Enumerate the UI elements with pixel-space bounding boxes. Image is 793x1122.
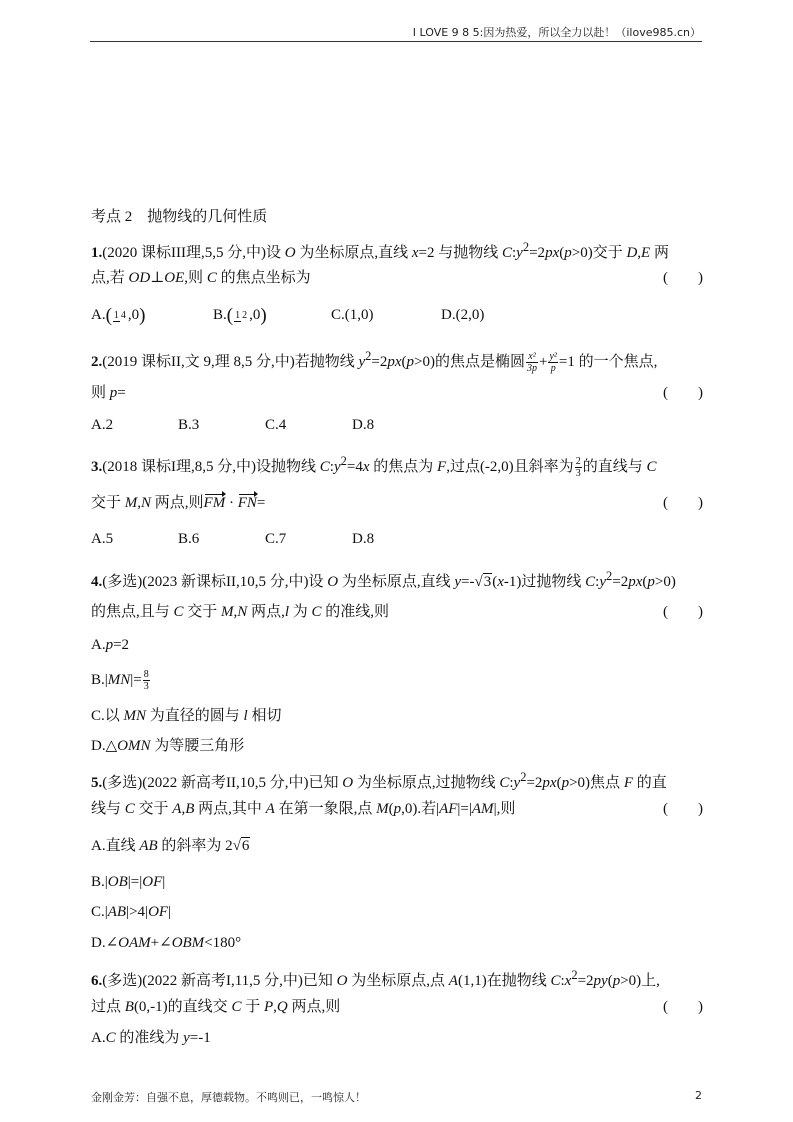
var: OBM bbox=[171, 935, 205, 951]
q3-option-a: A.5 bbox=[91, 531, 114, 547]
text: =2 bbox=[577, 973, 594, 989]
text: 为坐标原点,直线 bbox=[295, 245, 412, 261]
label: C.以 bbox=[91, 708, 124, 724]
var: D bbox=[626, 245, 638, 261]
text: 的直线与 bbox=[582, 459, 647, 475]
label: C.| bbox=[91, 904, 108, 920]
text: (多选)(2022 新高考II,10,5 分,中)已知 bbox=[102, 775, 343, 791]
denominator: 3p bbox=[527, 363, 538, 375]
q5-number: 5. bbox=[91, 775, 103, 791]
var: M bbox=[124, 495, 138, 511]
text: ,0 bbox=[127, 307, 140, 323]
text: : bbox=[560, 973, 565, 989]
var: C bbox=[550, 973, 561, 989]
var: C bbox=[173, 604, 184, 620]
text: , bbox=[233, 604, 238, 620]
fraction bbox=[234, 310, 248, 322]
q4-option-a bbox=[91, 635, 703, 655]
q6-line2 bbox=[91, 997, 703, 1017]
text: =- bbox=[461, 574, 475, 590]
q2-answer-paren: ( ) bbox=[663, 385, 703, 401]
var: C bbox=[105, 1030, 116, 1046]
text: ( bbox=[642, 574, 648, 590]
text: <180° bbox=[204, 935, 242, 951]
text: 两点,其中 bbox=[194, 801, 266, 817]
text: 的焦点,且与 bbox=[91, 604, 174, 620]
sup: 2 bbox=[520, 770, 527, 784]
sqrt-value: 6 bbox=[241, 838, 250, 854]
numerator: y² bbox=[549, 351, 557, 363]
text: , bbox=[273, 999, 277, 1015]
var: F bbox=[437, 459, 447, 475]
paren-close: ) bbox=[139, 304, 146, 326]
text: 的焦点坐标为 bbox=[216, 270, 311, 286]
dot: · bbox=[225, 495, 238, 511]
q2-line1 bbox=[91, 346, 703, 374]
q3-number: 3. bbox=[91, 459, 103, 475]
var: px bbox=[628, 574, 643, 590]
var: px bbox=[542, 775, 557, 791]
text: =2 bbox=[529, 245, 546, 261]
label: D.∠ bbox=[91, 935, 119, 951]
text: | bbox=[162, 874, 166, 890]
q1-answer-paren: ( ) bbox=[663, 270, 703, 286]
q3-option-c: C.7 bbox=[265, 531, 287, 547]
text: ⊥ bbox=[150, 270, 165, 286]
text: : bbox=[509, 775, 514, 791]
var: p bbox=[612, 973, 621, 989]
var: C bbox=[319, 459, 330, 475]
text: 的直 bbox=[632, 775, 667, 791]
vector-fn: FN bbox=[237, 495, 257, 511]
numerator: 2 bbox=[575, 456, 581, 468]
var: C bbox=[206, 270, 217, 286]
fraction bbox=[575, 456, 582, 479]
text: 交于 bbox=[183, 604, 222, 620]
text: 的斜率为 2 bbox=[157, 838, 233, 854]
var: p bbox=[105, 637, 114, 653]
text: 在第一象限,点 bbox=[274, 801, 377, 817]
var: O bbox=[327, 574, 339, 590]
q4-option-d bbox=[91, 736, 703, 756]
text: 交于 bbox=[134, 801, 173, 817]
sup: 2 bbox=[522, 240, 530, 254]
var: N bbox=[237, 604, 248, 620]
q3-line2 bbox=[91, 493, 703, 513]
page-number: 2 bbox=[695, 1089, 702, 1102]
label: D.△ bbox=[91, 738, 118, 754]
q4-answer-paren: ( ) bbox=[663, 604, 703, 620]
vector-fm: FM bbox=[203, 495, 226, 511]
sup: 2 bbox=[571, 968, 578, 982]
label: B.| bbox=[91, 671, 108, 688]
text: , bbox=[637, 245, 642, 261]
var: p bbox=[647, 574, 655, 590]
var: p bbox=[561, 775, 570, 791]
var: O bbox=[336, 973, 348, 989]
text: |,则 bbox=[493, 801, 516, 817]
var: C bbox=[501, 245, 512, 261]
text: 相切 bbox=[247, 708, 282, 724]
text: |= bbox=[130, 671, 142, 688]
var: MN bbox=[123, 708, 147, 724]
sup: 2 bbox=[606, 569, 613, 583]
text: =2 与抛物线 bbox=[418, 245, 502, 261]
text: ,则 bbox=[184, 270, 207, 286]
q6-option-a bbox=[91, 1028, 703, 1048]
q2-line2 bbox=[91, 383, 703, 403]
var: OE bbox=[164, 270, 185, 286]
var: x bbox=[564, 973, 572, 989]
q1-option-c: C.(1,0) bbox=[331, 307, 374, 323]
var: A bbox=[448, 973, 458, 989]
sqrt-sign: √ bbox=[474, 574, 483, 590]
var: y bbox=[513, 775, 521, 791]
var: C bbox=[646, 459, 657, 475]
numerator: 8 bbox=[143, 669, 149, 680]
fraction bbox=[526, 351, 538, 374]
q1-option-a bbox=[91, 305, 146, 326]
var: AM bbox=[471, 801, 494, 817]
sup: 2 bbox=[365, 349, 372, 363]
paren-close: ) bbox=[260, 304, 267, 326]
q2-option-a: A.2 bbox=[91, 417, 114, 433]
q5-option-d bbox=[91, 933, 703, 953]
var: l bbox=[243, 708, 248, 724]
text: ,0 bbox=[249, 307, 261, 323]
var: y bbox=[333, 459, 341, 475]
var: p bbox=[564, 245, 572, 261]
numerator: 1 bbox=[113, 309, 119, 321]
var: A bbox=[265, 801, 275, 817]
text: ,0).若| bbox=[401, 801, 440, 817]
label: A. bbox=[91, 307, 106, 323]
footer-motto: 金刚金芳：自强不息，厚德载物。不鸣则已，一鸣惊人！ bbox=[91, 1091, 366, 1104]
var: px bbox=[545, 245, 560, 261]
text: =1 的一个焦点, bbox=[558, 354, 658, 370]
q6-answer-paren: ( ) bbox=[663, 999, 703, 1015]
var: y bbox=[516, 245, 523, 261]
var: x bbox=[362, 459, 370, 475]
q5-line2 bbox=[91, 799, 703, 819]
text: 两点,则 bbox=[287, 999, 341, 1015]
q1-line1 bbox=[91, 237, 703, 263]
q3-line1 bbox=[91, 451, 703, 479]
q2-number: 2. bbox=[91, 354, 103, 370]
var: OMN bbox=[117, 738, 151, 754]
text: 为 bbox=[289, 604, 312, 620]
var: B bbox=[185, 801, 195, 817]
text: 为坐标原点,点 bbox=[347, 973, 449, 989]
q3-option-b: B.6 bbox=[178, 531, 200, 547]
var: OAM bbox=[118, 935, 151, 951]
label: B.| bbox=[91, 874, 108, 890]
var: OF bbox=[148, 904, 169, 920]
text: 为坐标原点,过抛物线 bbox=[353, 775, 500, 791]
q2-option-d: D.8 bbox=[352, 417, 375, 433]
q5-option-a bbox=[91, 836, 703, 856]
text: ( bbox=[556, 775, 562, 791]
paren-open: ( bbox=[105, 304, 112, 326]
text: 交于 bbox=[91, 495, 125, 511]
numerator: x² bbox=[526, 351, 538, 363]
var: y bbox=[599, 574, 606, 590]
text: 则 bbox=[91, 385, 110, 401]
q2-option-b: B.3 bbox=[178, 417, 200, 433]
text: +∠ bbox=[150, 935, 172, 951]
text: (多选)(2022 新高考I,11,5 分,中)已知 bbox=[102, 973, 337, 989]
plus: + bbox=[539, 354, 548, 370]
text: = bbox=[117, 385, 126, 401]
text: 的准线,则 bbox=[321, 604, 390, 620]
var: x bbox=[497, 574, 504, 590]
q5-answer-paren: ( ) bbox=[663, 801, 703, 817]
text: =2 bbox=[113, 637, 130, 653]
label: B. bbox=[213, 307, 227, 323]
fraction bbox=[113, 310, 127, 322]
var: M bbox=[376, 801, 389, 817]
q4-option-b bbox=[91, 669, 703, 692]
text: 两点, bbox=[247, 604, 285, 620]
denominator: 2 bbox=[242, 309, 248, 321]
text: (0,-1)的直线交 bbox=[133, 999, 232, 1015]
text: ( bbox=[492, 574, 498, 590]
var: y bbox=[183, 1030, 190, 1046]
q5-option-b bbox=[91, 872, 703, 892]
var: y bbox=[454, 574, 462, 590]
var: MN bbox=[107, 671, 131, 688]
var: y bbox=[358, 354, 366, 370]
var: C bbox=[499, 775, 510, 791]
text: (1,1)在抛物线 bbox=[457, 973, 551, 989]
text: | bbox=[168, 904, 172, 920]
text: >0)焦点 bbox=[569, 775, 624, 791]
q1-option-d: D.(2,0) bbox=[441, 307, 485, 323]
q4-option-c bbox=[91, 706, 703, 726]
var: O bbox=[284, 245, 296, 261]
denominator: 3 bbox=[575, 468, 581, 480]
var: p bbox=[393, 801, 402, 817]
q3-option-d: D.8 bbox=[352, 531, 375, 547]
q1-number: 1. bbox=[91, 245, 103, 261]
q1-line2 bbox=[91, 268, 703, 288]
text: 的准线为 bbox=[115, 1030, 184, 1046]
var: AB bbox=[139, 838, 158, 854]
text: : bbox=[595, 574, 600, 590]
text: =-1 bbox=[189, 1030, 211, 1046]
text: (2020 课标III理,5,5 分,中)设 bbox=[102, 245, 285, 261]
denominator: p bbox=[550, 363, 556, 375]
page-header: I LOVE 9 8 5:因为热爱，所以全力以赴！（ilove985.cn） bbox=[412, 26, 701, 39]
var: F bbox=[623, 775, 633, 791]
text: |=| bbox=[457, 801, 472, 817]
q4-line1 bbox=[91, 566, 703, 592]
header-rule bbox=[90, 41, 702, 42]
var: C bbox=[124, 801, 135, 817]
var: E bbox=[641, 245, 651, 261]
q4-line2 bbox=[91, 602, 703, 622]
var: AB bbox=[107, 904, 127, 920]
text: ( bbox=[607, 973, 613, 989]
text: =4 bbox=[346, 459, 363, 475]
var: N bbox=[141, 495, 152, 511]
text: (2019 课标II,文 9,理 8,5 分,中)若抛物线 bbox=[102, 354, 359, 370]
q1-option-b bbox=[213, 305, 267, 326]
sqrt-value: 3 bbox=[483, 574, 492, 590]
var: O bbox=[342, 775, 354, 791]
text: 线与 bbox=[91, 801, 125, 817]
q5-line1 bbox=[91, 767, 703, 793]
fraction bbox=[143, 669, 150, 692]
text: =2 bbox=[526, 775, 543, 791]
var: OB bbox=[107, 874, 128, 890]
var: AF bbox=[439, 801, 458, 817]
var: x bbox=[411, 245, 419, 261]
var: P bbox=[263, 999, 274, 1015]
text: 的焦点为 bbox=[369, 459, 438, 475]
var: py bbox=[593, 973, 608, 989]
sup: 2 bbox=[340, 454, 347, 468]
section-title: 考点 2 抛物线的几何性质 bbox=[91, 209, 268, 225]
q4-number: 4. bbox=[91, 574, 103, 590]
var: C bbox=[231, 999, 242, 1015]
paren-open: ( bbox=[226, 304, 234, 326]
denominator: 3 bbox=[143, 681, 149, 692]
text: >0)上, bbox=[620, 973, 660, 989]
text: , bbox=[181, 801, 186, 817]
var: B bbox=[124, 999, 134, 1015]
text: =2 bbox=[371, 354, 388, 370]
text: : bbox=[329, 459, 334, 475]
q2-option-c: C.4 bbox=[265, 417, 287, 433]
q6-number: 6. bbox=[91, 973, 103, 989]
fraction bbox=[548, 351, 557, 374]
var: M bbox=[221, 604, 234, 620]
text: (2018 课标I理,8,5 分,中)设抛物线 bbox=[102, 459, 320, 475]
q5-option-c bbox=[91, 902, 703, 922]
text: 为等腰三角形 bbox=[150, 738, 245, 754]
text: 为直径的圆与 bbox=[146, 708, 244, 724]
text: , bbox=[137, 495, 142, 511]
text: (多选)(2023 新课标II,10,5 分,中)设 bbox=[102, 574, 328, 590]
text: |>4| bbox=[126, 904, 149, 920]
text: ( bbox=[388, 801, 394, 817]
var: Q bbox=[276, 999, 288, 1015]
text: ( bbox=[401, 354, 407, 370]
text: : bbox=[512, 245, 517, 261]
text: >0) bbox=[654, 574, 676, 590]
text: =2 bbox=[612, 574, 629, 590]
q3-answer-paren: ( ) bbox=[663, 495, 703, 511]
text: -1)过抛物线 bbox=[503, 574, 586, 590]
var: OD bbox=[128, 270, 151, 286]
var: C bbox=[311, 604, 322, 620]
var: px bbox=[387, 354, 402, 370]
text: = bbox=[256, 495, 266, 511]
text: 过点 bbox=[91, 999, 125, 1015]
text: ,过点(-2,0)且斜率为 bbox=[446, 459, 574, 475]
denominator: 4 bbox=[120, 309, 126, 321]
var: A bbox=[172, 801, 182, 817]
text: 两点,则 bbox=[151, 495, 204, 511]
var: OF bbox=[142, 874, 163, 890]
var: l bbox=[284, 604, 289, 620]
text: |=| bbox=[127, 874, 143, 890]
label: A. bbox=[91, 637, 106, 653]
text: 为坐标原点,直线 bbox=[338, 574, 455, 590]
var: p bbox=[109, 385, 118, 401]
text: >0)交于 bbox=[571, 245, 627, 261]
text: >0)的焦点是椭圆 bbox=[414, 354, 526, 370]
sqrt-sign: √ bbox=[232, 838, 241, 854]
text: 两 bbox=[650, 245, 669, 261]
numerator: 1 bbox=[235, 309, 241, 321]
q6-line1 bbox=[91, 965, 703, 991]
var: p bbox=[406, 354, 415, 370]
text: ( bbox=[559, 245, 565, 261]
text: 点,若 bbox=[91, 270, 129, 286]
label: A.直线 bbox=[91, 838, 140, 854]
label: A. bbox=[91, 1030, 106, 1046]
text: 于 bbox=[241, 999, 264, 1015]
var: C bbox=[585, 574, 596, 590]
